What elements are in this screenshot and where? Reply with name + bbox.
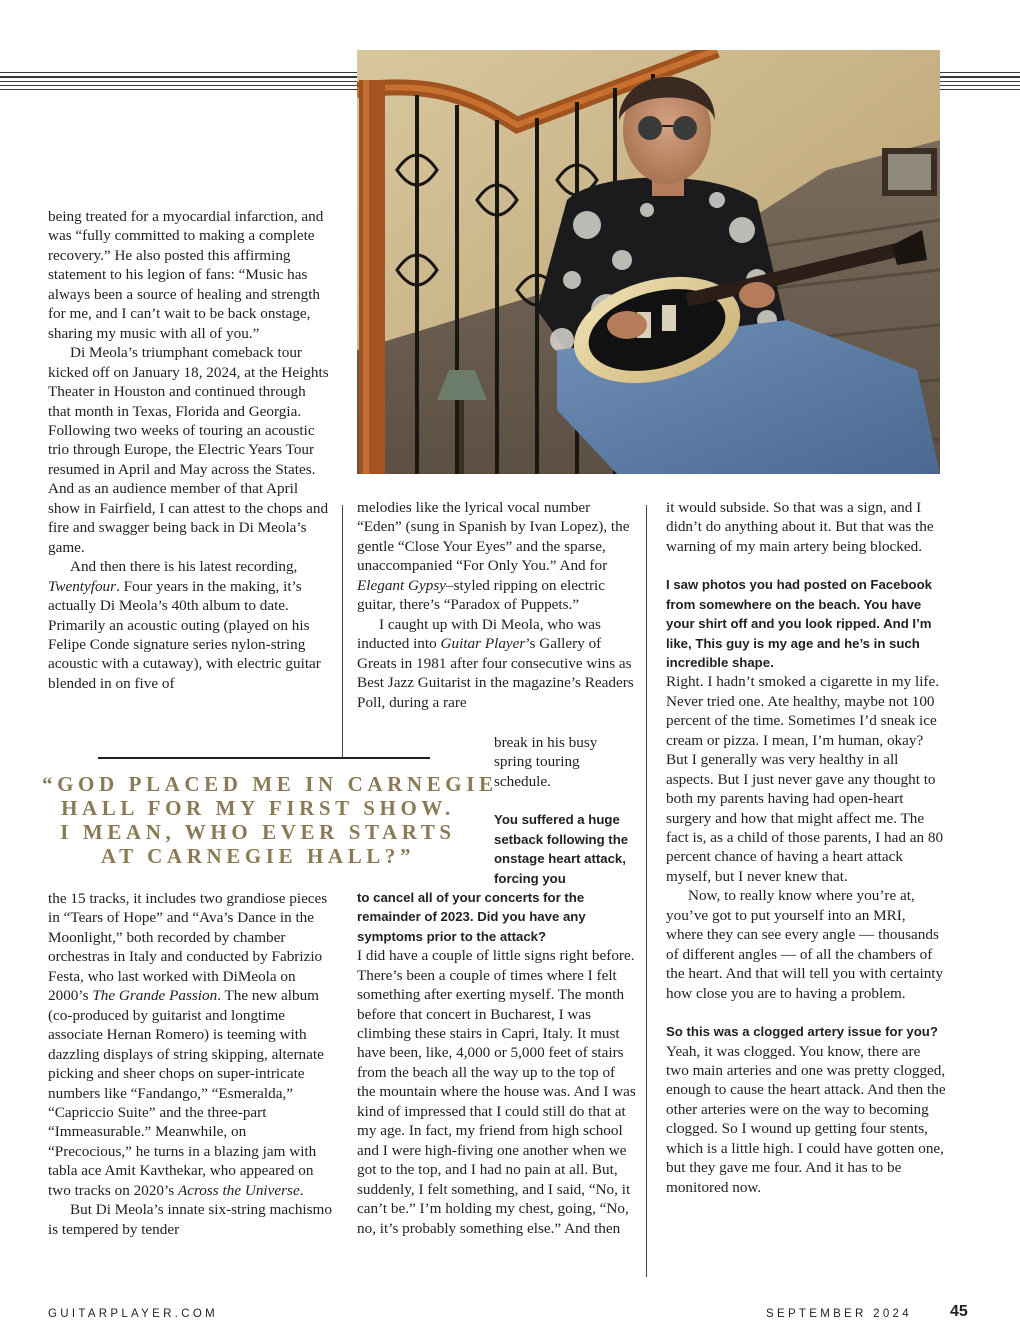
paragraph: I caught up with Di Meola, who was inducted into Guitar Player’s Gallery of Greats in 1981 after four consecutive wins as Best Jazz Guitarist in the magazine’s Readers Poll, during a rare bbox=[357, 615, 634, 711]
paragraph: And then there is his latest recording, Twentyfour. Four years in the making, it’s actually Di Meola’s 40th album to date. Primarily an acoustic outing (played on his Felipe Conde signature series nylon-string acoustic with a cutaway), with electric guitar blended in on five of bbox=[48, 558, 321, 692]
pull-quote-line: “GOD PLACED ME IN CARNEGIE bbox=[42, 772, 498, 796]
column-2-top bbox=[357, 498, 637, 712]
interview-question: So this was a clogged artery issue for you? bbox=[666, 1024, 938, 1040]
interview-question: to cancel all of your concerts for the remainder of 2023. Did you have any symptoms prior to the attack? bbox=[357, 890, 586, 944]
pull-quote bbox=[42, 772, 498, 868]
paragraph: being treated for a myocardial infarction, and was “fully committed to making a complete recovery.” He also posted this affirming statement to his legion of fans: “Music has always been a source of healing and strength for me, and I can’t wait to be back onstage, sharing my music with all of you.” bbox=[48, 208, 324, 342]
interview-answer: I did have a couple of little signs right before. There’s been a couple of times where I felt something after exerting myself. The month before that concert in Bucharest, I was climbing these stairs in Capri, Italy. It must have been, like, 4,000 or 5,000 feet of stairs from the beach all the way up to the top of the mountain where the house was. And I was kind of impressed that I could still do that at my age. In fact, my friend from high school and I were high-fiving one another when we got to the top, and I had no pain at all. But, suddenly, I felt something, and I said, “No, it can’t be.” I’m holding my chest, going, “No, no, it’s probably something else.” And then bbox=[357, 947, 636, 1237]
interview-answer: Yeah, it was clogged. You know, there are two main arteries and one was pretty clogged, enough to cause the heart attack. And then the other arteries were on the way to becoming clogged. So I wound up getting four stents, which is a little high. I could have gotten one, but they gave me four. And it has to be monitored now. bbox=[666, 1042, 946, 1196]
paragraph: break in his busy spring touring schedule. bbox=[494, 734, 598, 790]
column-2-narrow bbox=[494, 733, 638, 888]
interview-answer: it would subside. So that was a sign, and I didn’t do anything about it. But that was the warning of my main artery being blocked. bbox=[666, 499, 934, 555]
pull-quote-rule bbox=[98, 757, 430, 759]
column-3 bbox=[666, 498, 946, 1197]
interview-answer: Now, to really know where you’re at, you’ve got to put yourself into an MRI, where they can see every angle — thousands of different angles — of all the chambers of the heart. And that will tell you with certainty how close you are to having a problem. bbox=[666, 887, 944, 1002]
interview-answer: Right. I hadn’t smoked a cigarette in my life. Never tried one. Ate healthy, maybe not 100 percent of the time. Sometimes I’d sneak ice cream or pizza. I mean, I’m human, okay? But I generally was very healthy in all aspects. But I just never gave any thought to both my parents having had open-heart surgery and how that might affect me. The fact is, as a child of those parents, I had an 80 percent chance of having a heart attack myself, but I never knew that. bbox=[666, 673, 944, 885]
column-divider bbox=[342, 505, 343, 758]
pull-quote-line: HALL FOR MY FIRST SHOW. bbox=[61, 796, 455, 820]
column-2-bottom bbox=[357, 888, 637, 1238]
header-rules-left bbox=[0, 72, 357, 94]
column-1-bottom bbox=[48, 889, 332, 1239]
paragraph: Di Meola’s triumphant comeback tour kicked off on January 18, 2024, at the Heights Theater in Houston and continued through that month in Texas, Florida and Georgia. Following two weeks of touring an acoustic trio through Europe, the Electric Years Tour resumed in April and May across the States. And as an audience member of that April show in Fairfield, I can attest to the chops and fire and swagger being back in Di Meola’s game. bbox=[48, 344, 329, 556]
column-1-top bbox=[48, 207, 332, 693]
page-number: 45 bbox=[950, 1303, 968, 1320]
interview-question: I saw photos you had posted on Facebook from somewhere on the beach. You have your shirt off and you look ripped. And I’m like, This guy is my age and he’s in such incredible shape. bbox=[666, 577, 932, 670]
pull-quote-line: AT CARNEGIE HALL?” bbox=[100, 844, 416, 868]
header-rules-right bbox=[940, 72, 1020, 94]
interview-question: You suffered a huge setback following the onstage heart attack, forcing you bbox=[494, 812, 629, 886]
feature-photo bbox=[357, 50, 940, 474]
paragraph: melodies like the lyrical vocal number “Eden” (sung in Spanish by Ivan Lopez), the gentle “Close Your Eyes” and the sparse, unaccompanied “For Only You.” And for Elegant Gypsy–styled ripping on electric guitar, there’s “Paradox of Puppets.” bbox=[357, 499, 630, 614]
paragraph: the 15 tracks, it includes two grandiose pieces in “Tears of Hope” and “Ava’s Dance in the Moonlight,” both recorded by chamber orchestras in Italy and conducted by Fabrizio Festa, who last worked with DiMeola on 2000’s The Grande Passion. The new album (co-produced by guitarist and longtime associate Hernan Romero) is teeming with dazzling displays of string skipping, alternate picking and sheer chops on super-intricate numbers like “Fandango,” “Esmeralda,” “Capriccio Suite” and the three-part “Immeasurable.” Meanwhile, on “Precocious,” he turns in a blazing jam with tabla ace Amit Kavthekar, who appeared on two tracks on 2020’s Across the Universe. bbox=[48, 890, 328, 1199]
paragraph: But Di Meola’s innate six-string machismo is tempered by tender bbox=[48, 1201, 332, 1238]
column-divider bbox=[646, 505, 647, 1277]
pull-quote-line: I MEAN, WHO EVER STARTS bbox=[60, 820, 456, 844]
footer-date: SEPTEMBER 2024 bbox=[766, 1308, 912, 1320]
footer-site: GUITARPLAYER.COM bbox=[48, 1308, 218, 1320]
